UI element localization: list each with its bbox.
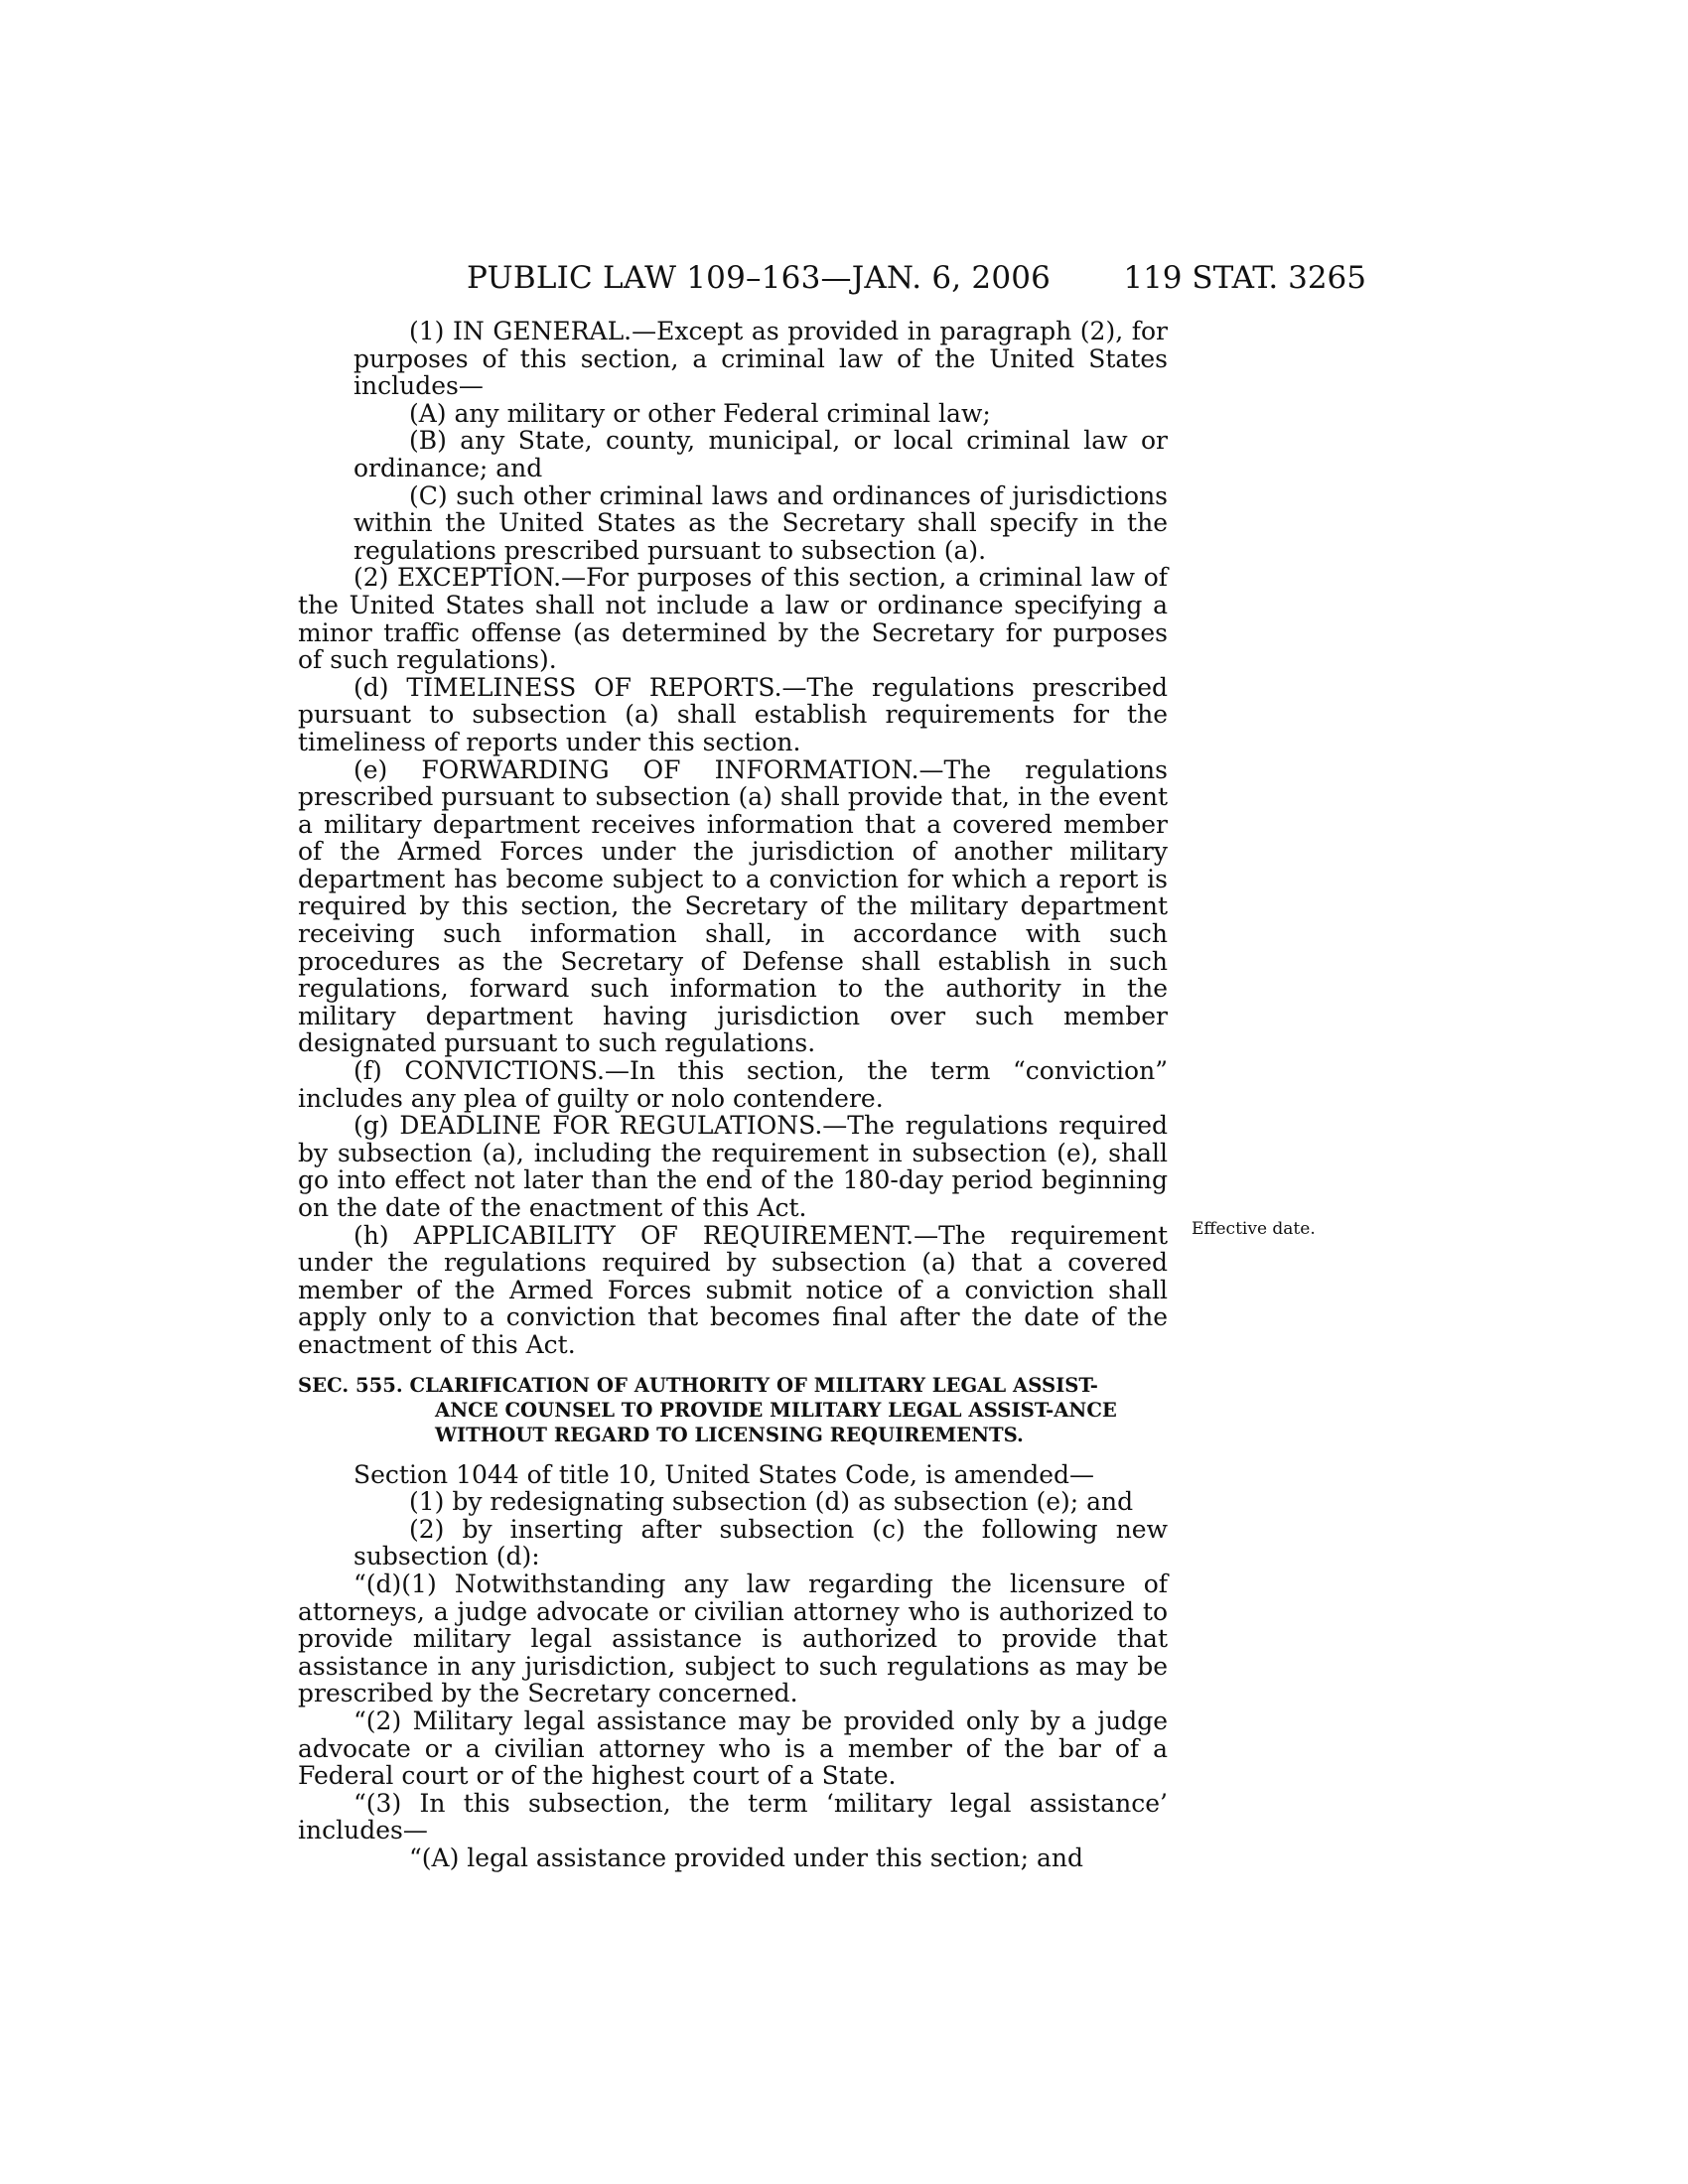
amendment-item-1: (1) by redesignating subsection (d) as subsection (e); and [409, 1487, 1134, 1517]
header-page-number: 119 STAT. 3265 [1123, 260, 1366, 296]
section-heading-first-line: SEC. 555. CLARIFICATION OF AUTHORITY OF MILITARY LEGAL ASSIST- [298, 1373, 1098, 1397]
amendment-item-2: (2) by inserting after subsection (c) the following new subsection (d): [353, 1514, 1168, 1571]
quoted-subparagraph-A: “(A) legal assistance provided under this section; and [409, 1843, 1084, 1872]
running-header [298, 260, 1366, 300]
subsection-g: (g) DEADLINE FOR REGULATIONS.—The regulations required by subsection (a), including the requirement in subsection (e), shall go into effect not later than the end of the 180-day period beginning on the date of the enactment of this Act. [298, 1111, 1168, 1222]
subsection-d: (d) TIMELINESS OF REPORTS.—The regulations prescribed pursuant to subsection (a) shall establish requirements for the timeliness of reports under this section. [298, 672, 1168, 756]
subparagraph-B: (B) any State, county, municipal, or local criminal law or ordinance; and [353, 426, 1168, 482]
quoted-paragraph-2: “(2) Military legal assistance may be provided only by a judge advocate or a civilian attorney who is a member of the bar of a Federal court or of the highest court of a State. [298, 1706, 1168, 1791]
paragraph-1: (1) IN GENERAL.—Except as provided in paragraph (2), for purposes of this section, a criminal law of the United States includes— [353, 317, 1168, 401]
subparagraph-A: (A) any military or other Federal criminal law; [409, 398, 991, 428]
quoted-paragraph-1: “(d)(1) Notwithstanding any law regarding the licensure of attorneys, a judge advocate or civilian attorney who is authorized to provide military legal assistance is authorized to provide that assistance in any jurisdiction, subject to such regulations as may be prescribed by the Secretary concerned. [298, 1569, 1168, 1708]
quoted-paragraph-3: “(3) In this subsection, the term ‘military legal assistance’ includes— [298, 1788, 1168, 1845]
section-heading-continuation: ANCE COUNSEL TO PROVIDE MILITARY LEGAL ASSIST-ANCE WITHOUT REGARD TO LICENSING REQUIREMENTS. [435, 1398, 1117, 1446]
subsection-f: (f) CONVICTIONS.—In this section, the term “conviction” includes any plea of guilty or nolo contendere. [298, 1056, 1168, 1113]
document-body [298, 318, 1168, 1871]
subsection-e: (e) FORWARDING OF INFORMATION.—The regulations prescribed pursuant to subsection (a) shall provide that, in the event a military department receives information that a covered member of the Armed Forces under the jurisdiction of another military department has become subject to a conviction for which a report is required by this section, the Secretary of the military department receiving such information shall, in accordance with such procedures as the Secretary of Defense shall establish in such regulations, forward such information to the authority in the military department having jurisdiction over such member designated pursuant to such regulations. [298, 754, 1168, 1058]
subparagraph-C: (C) such other criminal laws and ordinances of jurisdictions within the United States as the Secretary shall specify in the regulations prescribed pursuant to subsection (a). [353, 480, 1168, 565]
section-heading [298, 1373, 1168, 1447]
paragraph-2: (2) EXCEPTION.—For purposes of this section, a criminal law of the United States shall not include a law or ordinance specifying a minor traffic offense (as determined by the Secretary for purposes of such regulations). [298, 563, 1168, 675]
section-intro: Section 1044 of title 10, United States Code, is amended— [353, 1459, 1095, 1489]
subsection-h: (h) APPLICABILITY OF REQUIREMENT.—The requirement under the regulations required by subsection (a) that a covered member of the Armed Forces submit notice of a conviction shall apply only to a conviction that becomes final after the date of the enactment of this Act. [298, 1220, 1168, 1359]
header-title: PUBLIC LAW 109–163—JAN. 6, 2006 [467, 260, 1052, 296]
margin-note: Effective date. [1192, 1219, 1316, 1239]
